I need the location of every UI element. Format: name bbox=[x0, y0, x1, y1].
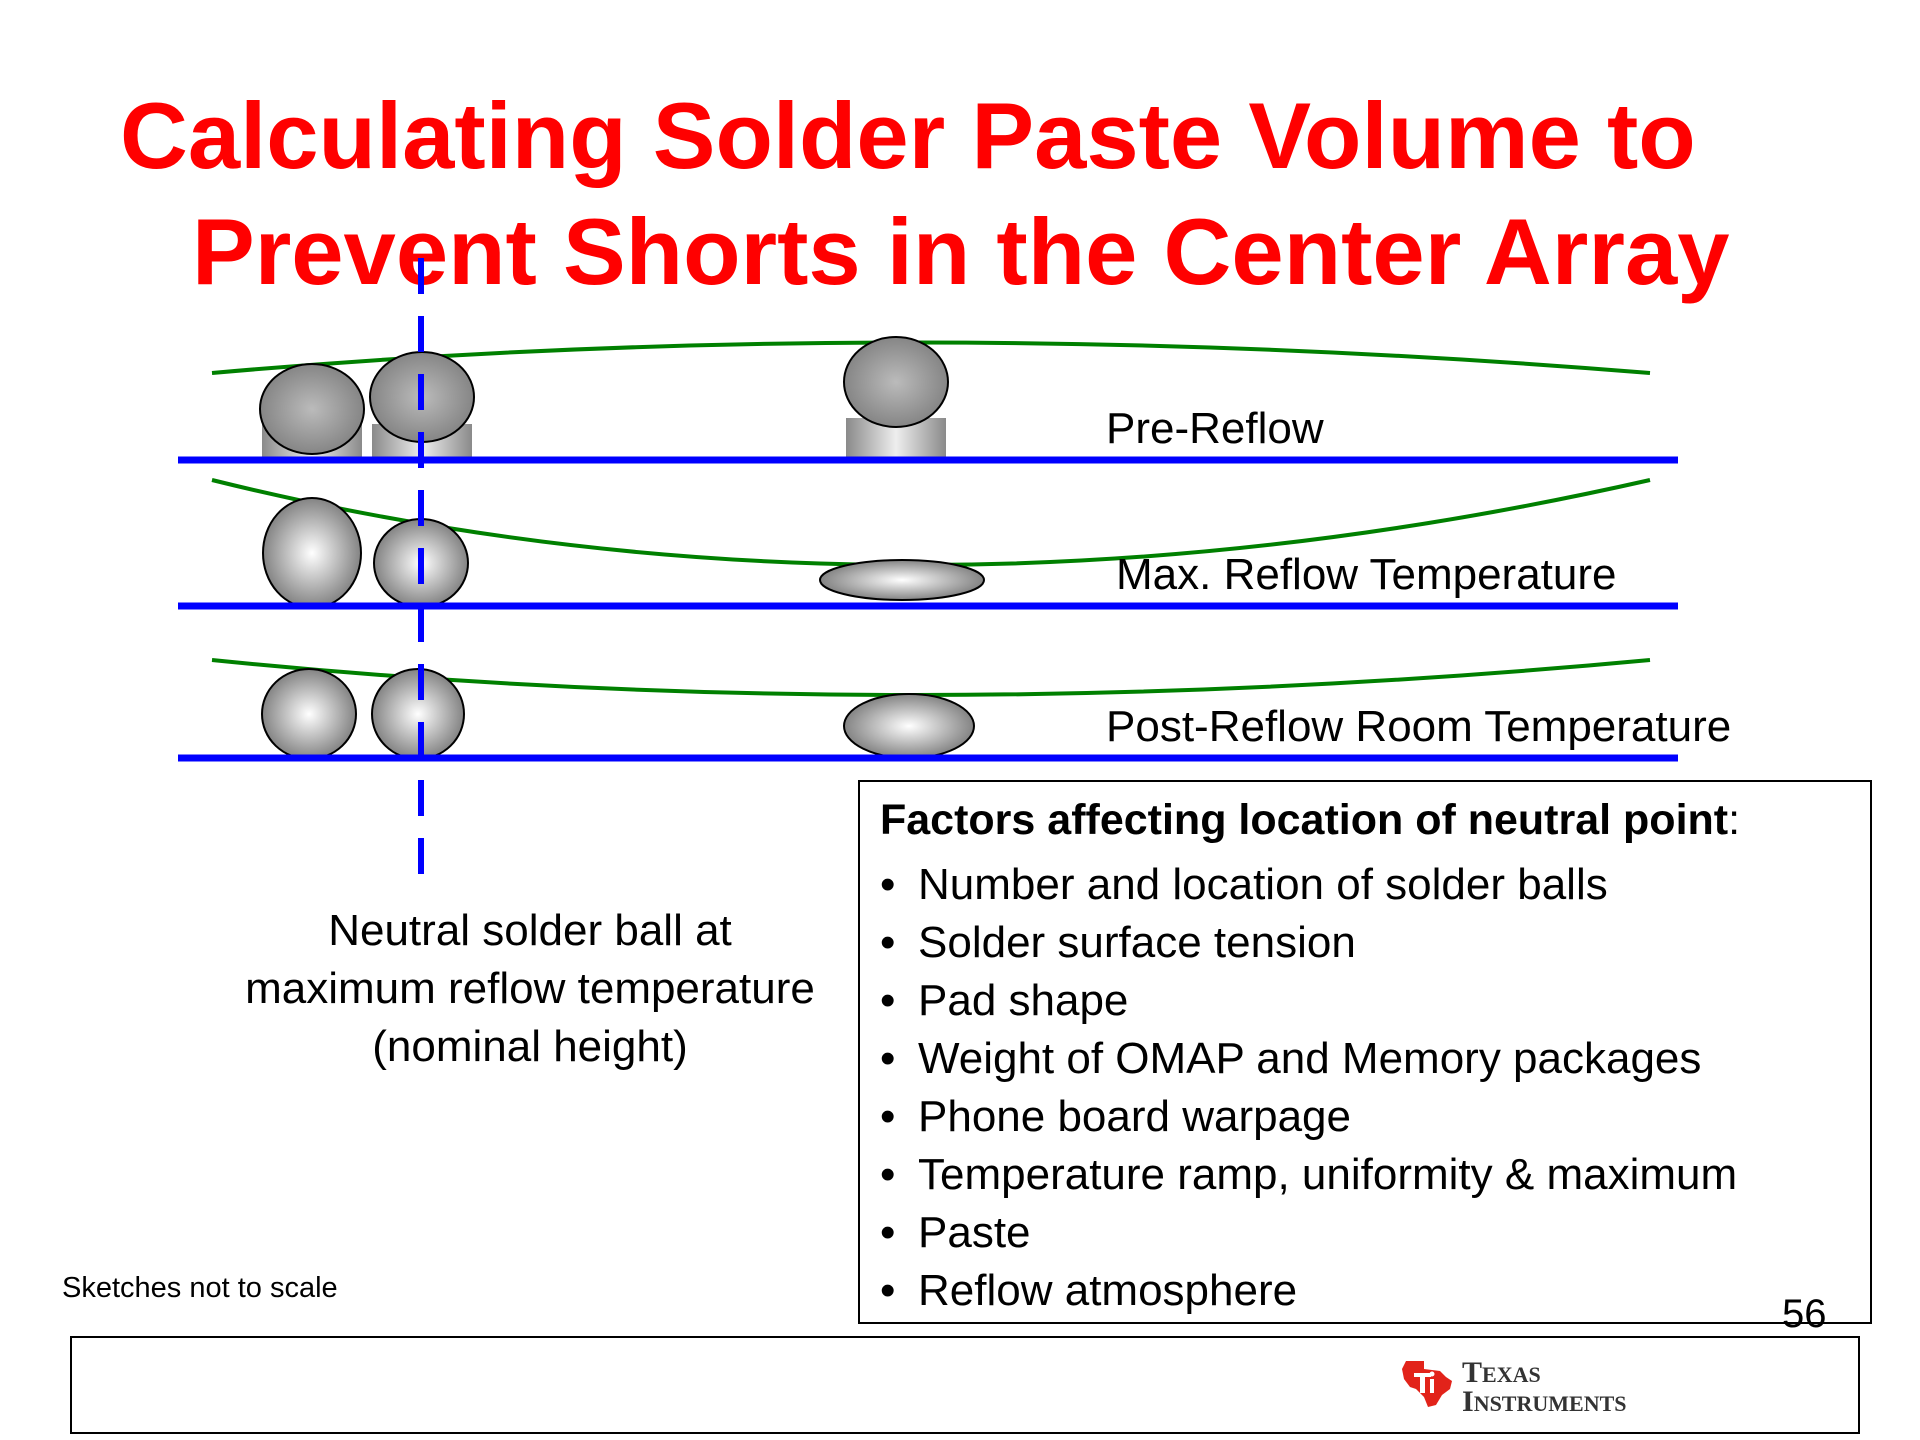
list-item bbox=[880, 1262, 1737, 1320]
bullet: • bbox=[880, 918, 896, 967]
list-item-text: Temperature ramp, uniformity & maximum bbox=[918, 1150, 1738, 1199]
factors-box bbox=[858, 780, 1872, 1324]
list-item bbox=[880, 972, 1737, 1030]
caption-line: Neutral solder ball at bbox=[328, 906, 732, 955]
caption-line: (nominal height) bbox=[372, 1022, 688, 1071]
bullet: • bbox=[880, 1208, 896, 1257]
texas-state-icon bbox=[1400, 1355, 1456, 1411]
logo-letter: T bbox=[1462, 1356, 1483, 1389]
list-item-text: Phone board warpage bbox=[918, 1092, 1351, 1141]
list-item-text: Solder surface tension bbox=[918, 918, 1356, 967]
logo-letters: EXAS bbox=[1482, 1362, 1541, 1387]
logo-letter: I bbox=[1462, 1385, 1474, 1418]
page-number: 56 bbox=[1782, 1292, 1827, 1336]
bullet: • bbox=[880, 1034, 896, 1083]
solder-ball bbox=[820, 560, 984, 600]
bullet: • bbox=[880, 1266, 896, 1315]
list-item bbox=[880, 1204, 1737, 1262]
caption-line: maximum reflow temperature bbox=[245, 964, 815, 1013]
list-item-text: Paste bbox=[918, 1208, 1031, 1257]
list-item-text: Reflow atmosphere bbox=[918, 1266, 1298, 1315]
stage-label-max-reflow: Max. Reflow Temperature bbox=[1116, 550, 1617, 599]
scale-note: Sketches not to scale bbox=[62, 1272, 338, 1304]
stage-label-pre-reflow: Pre-Reflow bbox=[1106, 404, 1324, 453]
factors-heading-text: Factors affecting location of neutral point bbox=[880, 796, 1729, 844]
bullet: • bbox=[880, 1150, 896, 1199]
solder-ball bbox=[844, 337, 948, 427]
solder-ball bbox=[844, 694, 974, 758]
ti-logo-text bbox=[1462, 1356, 1627, 1419]
list-item-text: Weight of OMAP and Memory packages bbox=[918, 1034, 1702, 1083]
solder-ball bbox=[263, 498, 361, 608]
bullet: • bbox=[880, 976, 896, 1025]
factors-heading-colon: : bbox=[1728, 796, 1741, 844]
title-line-1: Calculating Solder Paste Volume to bbox=[120, 83, 1696, 188]
bullet: • bbox=[880, 1092, 896, 1141]
title-line-2: Prevent Shorts in the Center Array bbox=[192, 199, 1730, 304]
list-item bbox=[880, 1146, 1737, 1204]
stage-label-post-reflow: Post-Reflow Room Temperature bbox=[1106, 702, 1732, 751]
ti-logo bbox=[1400, 1355, 1660, 1418]
list-item bbox=[880, 856, 1737, 914]
list-item bbox=[880, 914, 1737, 972]
logo-letters: NSTRUMENTS bbox=[1473, 1391, 1627, 1416]
solder-ball bbox=[260, 364, 364, 454]
factors-heading bbox=[880, 796, 1740, 845]
neutral-ball-caption bbox=[180, 902, 880, 1076]
list-item-text: Pad shape bbox=[918, 976, 1129, 1025]
solder-ball bbox=[262, 669, 356, 759]
list-item bbox=[880, 1030, 1737, 1088]
bullet: • bbox=[880, 860, 896, 909]
list-item bbox=[880, 1088, 1737, 1146]
list-item-text: Number and location of solder balls bbox=[918, 860, 1608, 909]
factors-list bbox=[880, 856, 1737, 1320]
